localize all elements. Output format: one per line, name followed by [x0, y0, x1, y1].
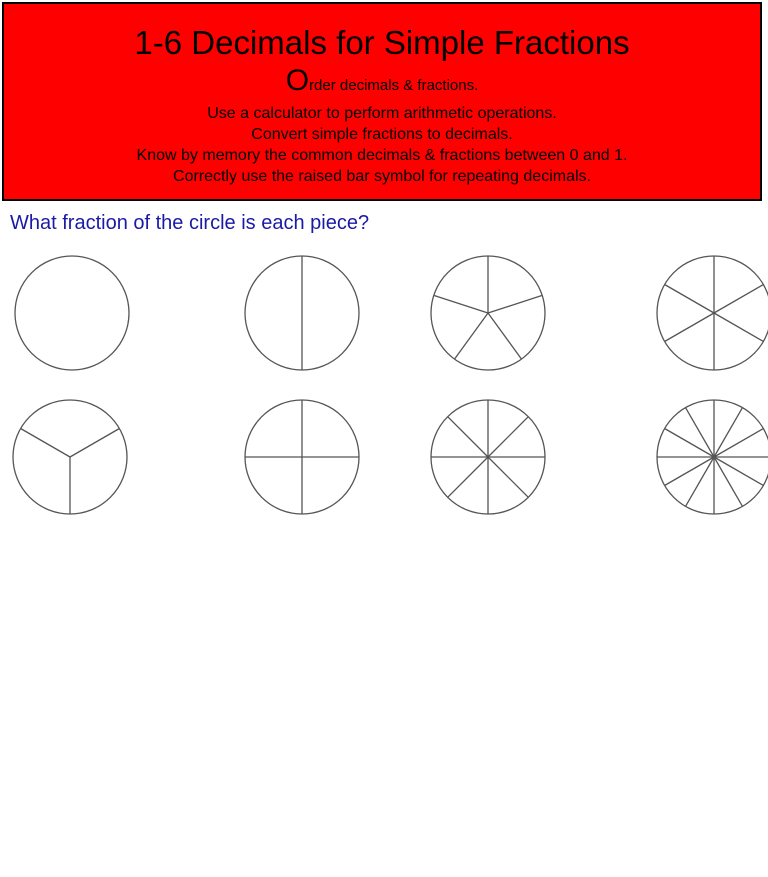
divider-line — [488, 295, 542, 313]
fraction-circle-4 — [245, 400, 359, 514]
divider-line — [665, 457, 714, 486]
divider-line — [686, 457, 715, 506]
divider-line — [714, 457, 743, 506]
divider-line — [714, 408, 743, 457]
divider-line — [448, 457, 488, 497]
fraction-circle-6 — [657, 256, 768, 370]
divider-line — [665, 285, 714, 314]
objective-3: Know by memory the common decimals & fractions between 0 and 1. — [136, 147, 628, 164]
fraction-circle-2 — [245, 256, 359, 370]
divider-line — [448, 417, 488, 457]
circle-outline — [657, 256, 768, 370]
fraction-circle-5 — [431, 256, 545, 370]
divider-line — [714, 313, 763, 342]
divider-line — [70, 429, 119, 458]
fraction-circle-3 — [13, 400, 127, 514]
divider-line — [434, 295, 488, 313]
divider-line — [488, 313, 522, 359]
divider-line — [686, 408, 715, 457]
divider-line — [488, 457, 528, 497]
divider-line — [714, 457, 763, 486]
fraction-circle-8 — [431, 400, 545, 514]
divider-line — [665, 313, 714, 342]
page-title: 1-6 Decimals for Simple Fractions — [134, 24, 630, 61]
circle-outline — [15, 256, 129, 370]
divider-line — [455, 313, 489, 359]
fraction-circle-12 — [657, 400, 768, 514]
divider-line — [21, 429, 70, 458]
subtitle-rest: rder decimals & fractions. — [309, 77, 479, 94]
fraction-circle-1 — [15, 256, 129, 370]
divider-line — [714, 429, 763, 458]
divider-line — [714, 285, 763, 314]
objective-1: Use a calculator to perform arithmetic operations. — [207, 105, 557, 122]
objective-2: Convert simple fractions to decimals. — [251, 126, 513, 143]
question-text: What fraction of the circle is each piece? — [10, 212, 370, 234]
divider-line — [488, 417, 528, 457]
subtitle-first-letter: O — [285, 64, 310, 97]
divider-line — [665, 429, 714, 458]
objective-4: Correctly use the raised bar symbol for repeating decimals. — [173, 168, 591, 185]
